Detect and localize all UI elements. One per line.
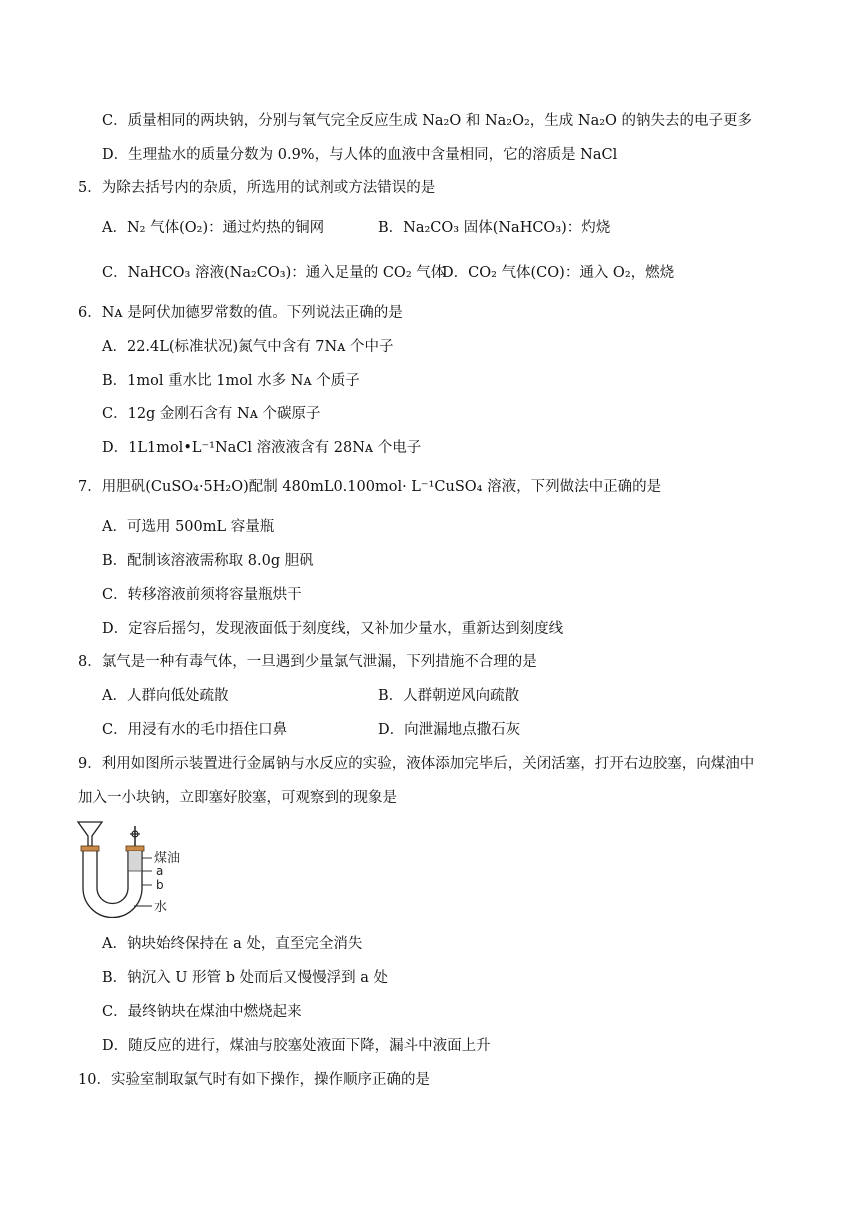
q5-option-b: B．Na₂CO₃ 固体(NaHCO₃)：灼烧: [378, 220, 611, 236]
q7-option-a: A．可选用 500mL 容量瓶: [102, 519, 275, 535]
label-kerosene: 煤油: [154, 851, 181, 866]
q5-option-a: A．N₂ 气体(O₂)：通过灼热的铜网: [102, 220, 325, 236]
q6-option-a: A．22.4L(标准状况)氮气中含有 7Nᴀ 个中子: [102, 339, 394, 355]
q6-option-b: B．1mol 重水比 1mol 水多 Nᴀ 个质子: [102, 373, 360, 389]
question-8: 8．氯气是一种有毒气体，一旦遇到少量氯气泄漏，下列措施不合理的是: [78, 654, 537, 670]
question-6: 6．Nᴀ 是阿伏加德罗常数的值。下列说法正确的是: [78, 305, 403, 321]
q9-option-b: B．钠沉入 U 形管 b 处而后又慢慢浮到 a 处: [102, 970, 388, 986]
q9-option-a: A．钠块始终保持在 a 处，直至完全消失: [102, 936, 363, 952]
q8-option-c: C．用浸有水的毛巾捂住口鼻: [102, 722, 288, 738]
q5-option-c: C．NaHCO₃ 溶液(Na₂CO₃)：通入足量的 CO₂ 气体: [102, 265, 446, 281]
q4-option-c: C．质量相同的两块钠，分别与氧气完全反应生成 Na₂O 和 Na₂O₂，生成 Na₂O 的钠失去的电子更多: [102, 113, 753, 129]
question-7: 7．用胆矾(CuSO₄·5H₂O)配制 480mL0.100mol· L⁻¹CuSO₄ 溶液，下列做法中正确的是: [78, 479, 662, 495]
q8-option-a: A．人群向低处疏散: [102, 688, 229, 704]
label-a: a: [156, 864, 164, 878]
question-9-cont: 加入一小块钠，立即塞好胶塞，可观察到的现象是: [78, 790, 397, 806]
q4-option-d: D．生理盐水的质量分数为 0.9%，与人体的血液中含量相同，它的溶质是 NaCl: [102, 147, 618, 163]
label-b: b: [156, 878, 164, 892]
question-10: 10．实验室制取氯气时有如下操作，操作顺序正确的是: [78, 1072, 430, 1088]
q7-option-c: C．转移溶液前须将容量瓶烘干: [102, 587, 302, 603]
q9-option-c: C．最终钠块在煤油中燃烧起来: [102, 1004, 302, 1020]
q7-option-b: B．配制该溶液需称取 8.0g 胆矾: [102, 553, 314, 569]
q7-option-d: D．定容后摇匀，发现液面低于刻度线，又补加少量水，重新达到刻度线: [102, 621, 564, 637]
q6-option-c: C．12g 金刚石含有 Nᴀ 个碳原子: [102, 406, 321, 422]
q5-option-d: D．CO₂ 气体(CO)：通入 O₂，燃烧: [442, 265, 675, 281]
label-water: 水: [154, 900, 168, 915]
q6-option-d: D．1L1mol•L⁻¹NaCl 溶液液含有 28Nᴀ 个电子: [102, 440, 422, 456]
q9-option-d: D．随反应的进行，煤油与胶塞处液面下降，漏斗中液面上升: [102, 1038, 491, 1054]
question-9: 9．利用如图所示装置进行金属钠与水反应的实验，液体添加完毕后，关闭活塞，打开右边胶塞，向煤油中: [78, 756, 755, 772]
question-5: 5．为除去括号内的杂质，所选用的试剂或方法错误的是: [78, 180, 436, 196]
u-tube-apparatus-figure: [72, 818, 212, 918]
q8-option-d: D．向泄漏地点撒石灰: [378, 722, 521, 738]
q8-option-b: B．人群朝逆风向疏散: [378, 688, 520, 704]
